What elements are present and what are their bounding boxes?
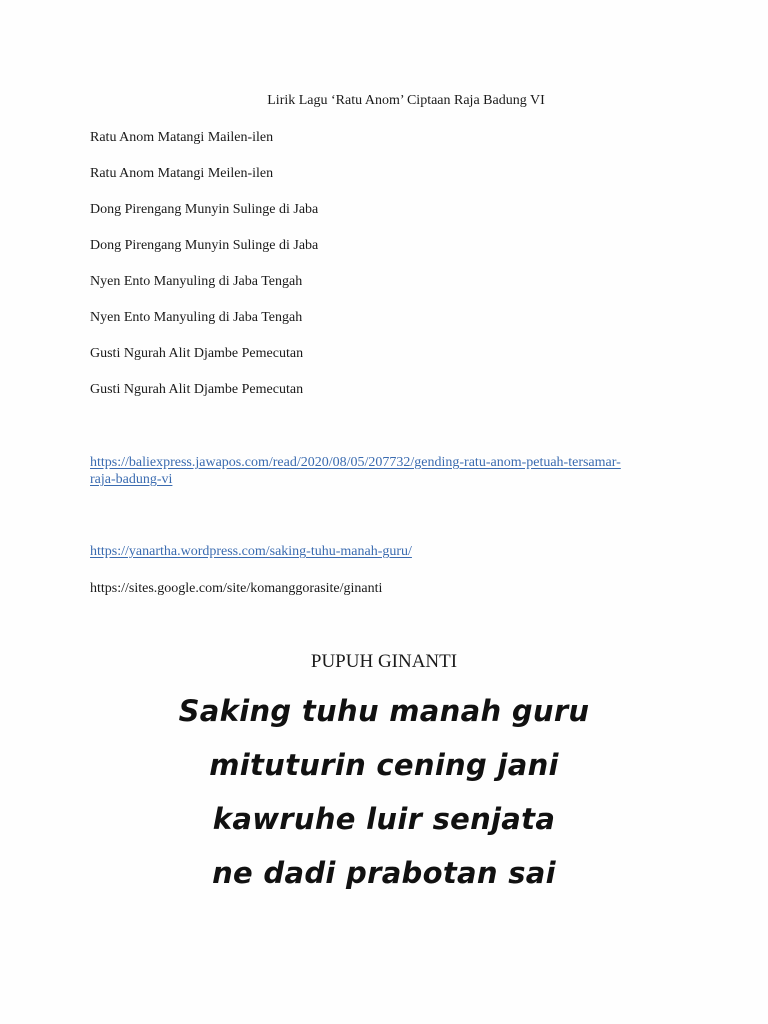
document-title-text: Lirik Lagu ‘Ratu Anom’ Ciptaan Raja Badung VI <box>267 93 545 108</box>
google-sites-url: https://sites.google.com/site/komanggorasite/ginanti <box>90 581 383 596</box>
lyric-line-5: Nyen Ento Manyuling di Jaba Tengah <box>90 274 303 289</box>
yanartha-link[interactable] <box>90 543 670 560</box>
lyric-line-3: Dong Pirengang Munyin Sulinge di Jaba <box>90 202 319 217</box>
lyric-line-7: Gusti Ngurah Alit Djambe Pemecutan <box>90 346 304 361</box>
baliexpress-link[interactable] <box>90 454 670 488</box>
lyric-line-6: Nyen Ento Manyuling di Jaba Tengah <box>90 310 303 325</box>
verse-line-4: ne dadi prabotan sai <box>212 856 556 890</box>
verse-line-3: kawruhe luir senjata <box>212 802 556 836</box>
lyric-line-4: Dong Pirengang Munyin Sulinge di Jaba <box>90 238 319 253</box>
lyric-line-1: Ratu Anom Matangi Mailen-ilen <box>90 130 274 145</box>
section-heading: PUPUH GINANTI <box>310 651 458 672</box>
yanartha-link-text[interactable]: https://yanartha.wordpress.com/saking-tuhu-manah-guru/ <box>90 544 412 559</box>
lyric-line-2: Ratu Anom Matangi Meilen-ilen <box>90 166 274 181</box>
baliexpress-link-line2[interactable]: raja-badung-vi <box>90 472 173 487</box>
verse-line-1: Saking tuhu manah guru <box>178 694 590 728</box>
baliexpress-link-line1[interactable]: https://baliexpress.jawapos.com/read/2020/08/05/207732/gending-ratu-anom-petuah-tersamar- <box>90 455 621 470</box>
lyric-line-8: Gusti Ngurah Alit Djambe Pemecutan <box>90 382 304 397</box>
verse-line-2: mituturin cening jani <box>209 748 559 782</box>
document-title <box>0 93 768 109</box>
